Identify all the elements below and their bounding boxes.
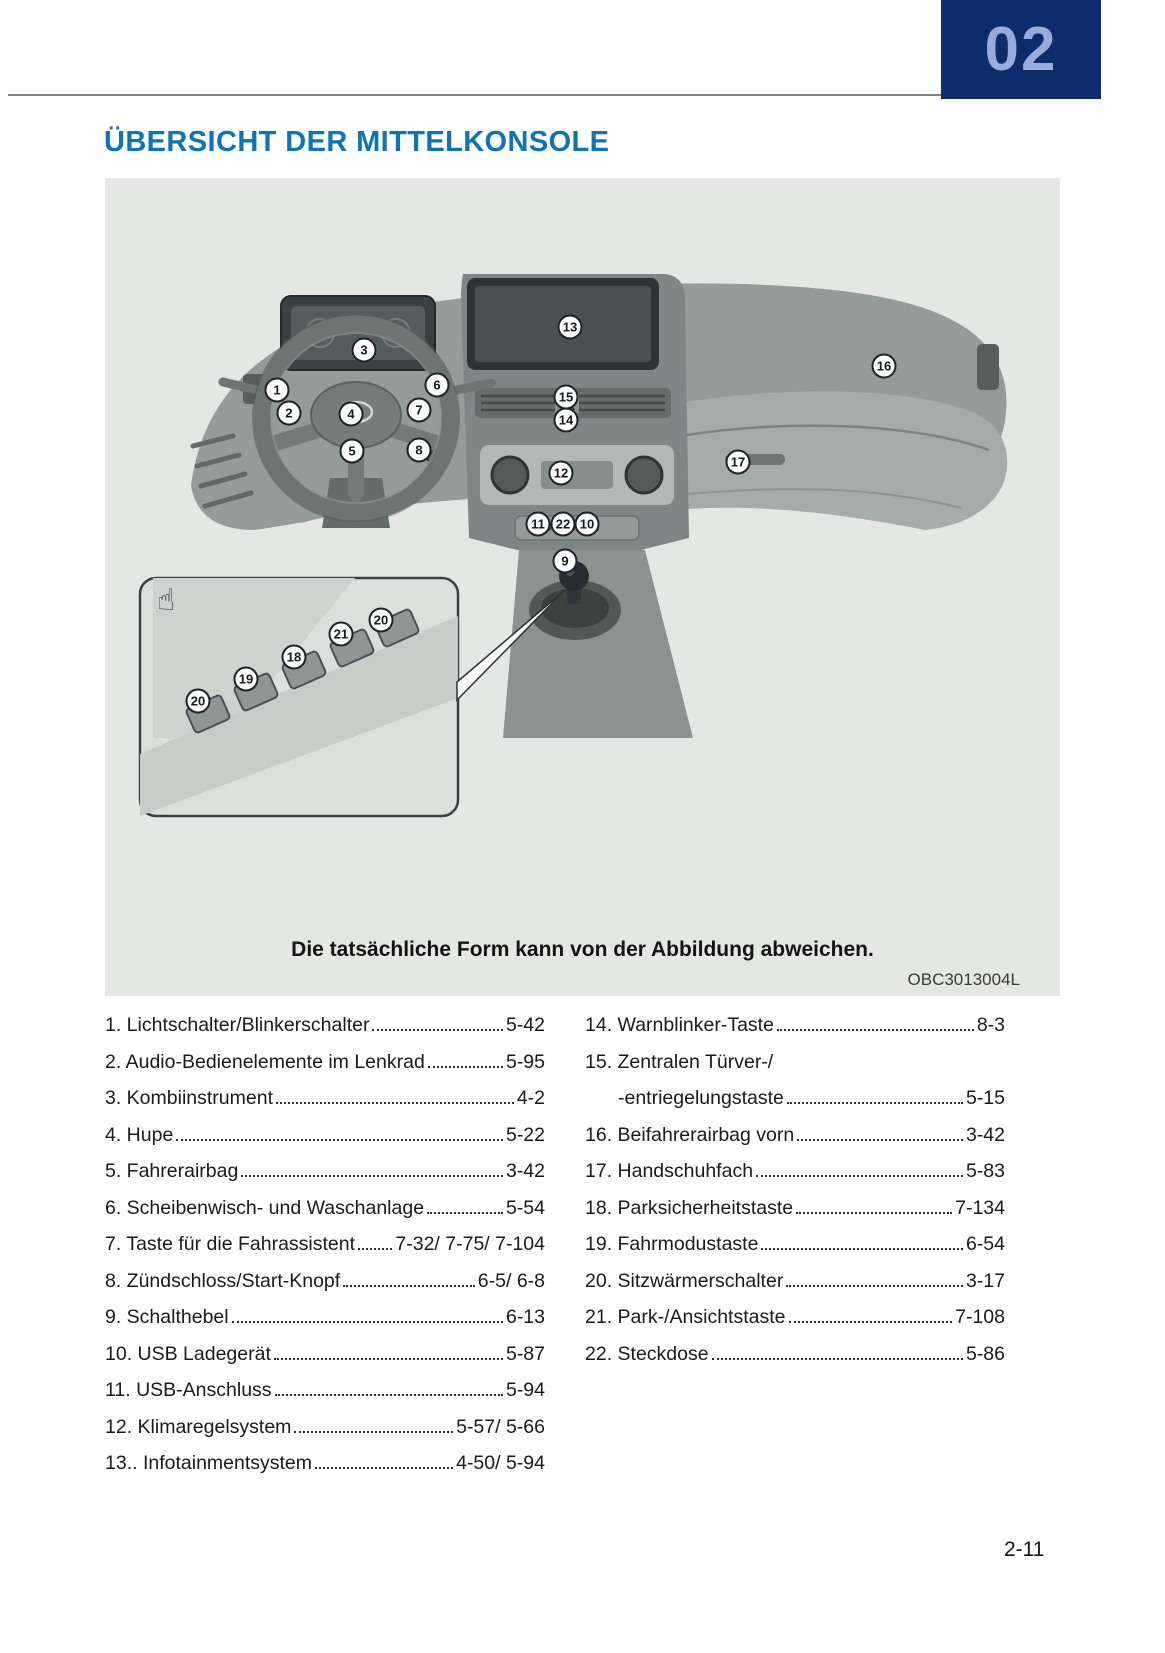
legend-column-left [105,1014,545,1489]
legend-item-page: 5-86 [965,1342,1005,1365]
legend-item-page: 5-54 [505,1196,545,1219]
climate-knob-left [492,457,528,493]
legend-item [585,1197,1005,1220]
callout-badge [278,402,301,425]
legend-item-label: 22. Steckdose [585,1342,709,1365]
legend-item-label: 14. Warnblinker-Taste [585,1014,774,1036]
legend-item-page: 5-22 [505,1123,545,1146]
svg-text:3: 3 [360,342,368,358]
svg-text:20: 20 [373,612,389,628]
legend-item-label: 4. Hupe [105,1123,174,1146]
legend-item-page: 6-54 [965,1233,1005,1255]
callout-badge [235,668,258,691]
callout-badge [266,379,289,402]
dot-leader [789,1321,953,1323]
callout-badge [550,462,573,485]
legend-item-page: 8-3 [976,1014,1005,1036]
dot-leader [232,1321,503,1323]
dashboard-illustration [105,178,1060,996]
press-hand-icon: ☝ [157,583,176,618]
svg-text:2: 2 [285,405,293,421]
svg-text:11: 11 [531,516,545,532]
legend-item [105,1051,545,1074]
callout-badge [341,440,364,463]
legend-item-label: -entriegelungstaste [618,1087,784,1109]
callout-badge [426,374,449,397]
legend-item [585,1306,1005,1329]
callout-badge [727,451,750,474]
legend-item [105,1087,545,1110]
legend-item-page: 6-13 [505,1306,545,1328]
dot-leader [797,1139,963,1141]
legend-item-label: 16. Beifahrerairbag vorn [585,1123,795,1146]
dot-leader [276,1102,514,1104]
dot-leader [275,1394,503,1396]
legend-item-label: 3. Kombiinstrument [105,1087,273,1109]
legend-item-label: 19. Fahrmodustaste [585,1233,759,1255]
svg-text:20: 20 [190,693,206,709]
legend-item [585,1343,1005,1366]
legend-item [585,1160,1005,1183]
dot-leader [761,1248,963,1250]
legend-item-label: 1. Lichtschalter/Blinkerschalter [105,1014,370,1036]
right-air-vent [977,344,999,390]
dot-leader [372,1029,503,1031]
legend-item-label: 21. Park-/Ansichtstaste [585,1306,786,1328]
callout-badge [576,513,599,536]
dot-leader [796,1212,952,1214]
legend-item-page: 3-42 [965,1123,1005,1146]
dot-leader [777,1029,974,1031]
svg-text:21: 21 [333,626,349,642]
dashboard-figure [105,178,1060,996]
legend-item [105,1014,545,1037]
svg-text:14: 14 [558,412,574,428]
legend-item [585,1233,1005,1256]
callout-badge [559,316,582,339]
dot-leader [712,1358,963,1360]
legend-item-label: 20. Sitzwärmerschalter [585,1269,784,1292]
svg-text:10: 10 [579,516,595,532]
page-number: 2-11 [1004,1538,1045,1561]
legend-item [105,1452,545,1475]
svg-text:8: 8 [415,442,423,458]
legend-item [585,1014,1005,1037]
legend-item-page: 4-2 [516,1087,545,1109]
legend-item-page: 5-95 [505,1050,545,1073]
callout-badge [353,339,376,362]
legend-item-label: 6. Scheibenwisch- und Waschanlage [105,1196,425,1219]
legend-item-page: 6-5/ 6-8 [477,1269,545,1292]
callout-badge [555,386,578,409]
legend-item-page: 5-57/ 5-66 [456,1415,545,1438]
dot-leader [358,1248,392,1250]
legend-item-page: 4-50/ 5-94 [456,1452,545,1474]
legend-item [105,1233,545,1256]
legend-item-page: 5-87 [505,1342,545,1365]
callout-badge [283,646,306,669]
dot-leader [343,1285,475,1287]
legend-item [585,1124,1005,1147]
callout-badge [873,355,896,378]
svg-text:5: 5 [348,443,356,459]
callout-badge [340,403,363,426]
legend-item [105,1306,545,1329]
legend-item-label: 17. Handschuhfach [585,1160,754,1182]
legend-item-page: 5-42 [505,1014,545,1036]
page-title: ÜBERSICHT DER MITTELKONSOLE [104,126,610,158]
legend-item [585,1051,1005,1074]
legend-item-label: 13.. Infotainmentsystem [105,1452,313,1474]
legend-item [105,1197,545,1220]
chapter-badge: 02 [941,0,1101,99]
callout-badge [187,690,210,713]
svg-text:1: 1 [273,382,281,398]
legend-item-label: 2. Audio-Bedienelemente im Lenkrad [105,1050,425,1073]
legend [105,1014,1005,1489]
dot-leader [756,1175,963,1177]
dot-leader [787,1102,963,1104]
legend-item-page: 5-15 [965,1087,1005,1109]
svg-text:22: 22 [555,516,571,532]
dot-leader [241,1175,503,1177]
figure-code: OBC3013004L [907,970,1020,989]
svg-text:18: 18 [286,649,302,665]
legend-item-page: 5-83 [965,1160,1005,1182]
dot-leader [427,1212,503,1214]
callout-badge [408,399,431,422]
legend-item [105,1416,545,1439]
dot-leader [428,1066,503,1068]
glovebox [648,391,1007,530]
legend-item-label: 9. Schalthebel [105,1306,229,1328]
svg-text:4: 4 [347,406,355,422]
dot-leader [786,1285,963,1287]
svg-text:6: 6 [433,377,441,393]
svg-text:7: 7 [415,402,423,418]
legend-item [105,1379,545,1402]
legend-item [105,1160,545,1183]
legend-item [105,1124,545,1147]
legend-item-continuation [585,1087,1005,1110]
svg-text:16: 16 [876,358,892,374]
svg-text:9: 9 [561,553,569,569]
legend-item-label: 8. Zündschloss/Start-Knopf [105,1269,341,1292]
legend-item [105,1270,545,1293]
legend-item-label: 18. Parksicherheitstaste [585,1196,794,1219]
legend-item [585,1270,1005,1293]
legend-item-label: 11. USB-Anschluss [105,1379,272,1401]
dot-leader [274,1358,503,1360]
legend-item-page: 7-108 [955,1306,1005,1328]
dot-leader [315,1467,453,1469]
legend-item-label: 12. Klimaregelsystem [105,1415,292,1438]
legend-item-label: 5. Fahrerairbag [105,1160,239,1182]
callout-badge [555,409,578,432]
legend-item-label: 10. USB Ladegerät [105,1342,271,1365]
legend-item [105,1343,545,1366]
legend-column-right [585,1014,1005,1489]
svg-text:17: 17 [730,454,746,470]
svg-text:19: 19 [238,671,254,687]
legend-item-page: 7-32/ 7-75/ 7-104 [395,1233,545,1255]
callout-badge [408,439,431,462]
figure-caption: Die tatsächliche Form kann von der Abbildung abweichen. [291,938,874,961]
callout-badge [554,550,577,573]
legend-item-page: 5-94 [505,1379,545,1401]
callout-badge [330,623,353,646]
legend-item-page: 3-42 [505,1160,545,1182]
legend-item-label: 15. Zentralen Türver-/ [585,1050,774,1073]
legend-item-label: 7. Taste für die Fahrassistent [105,1233,356,1255]
climate-knob-right [626,457,662,493]
svg-text:15: 15 [558,389,574,405]
header-rule [8,94,941,96]
legend-item-page: 7-134 [955,1196,1005,1219]
legend-item-page: 3-17 [965,1269,1005,1292]
dot-leader [294,1431,453,1433]
dot-leader [176,1139,503,1141]
gear-shifter [503,550,693,738]
callout-badge [527,513,550,536]
svg-text:12: 12 [553,465,569,481]
climate-panel [479,444,675,506]
callout-badge [552,513,575,536]
svg-text:13: 13 [562,319,578,335]
callout-badge [370,609,393,632]
